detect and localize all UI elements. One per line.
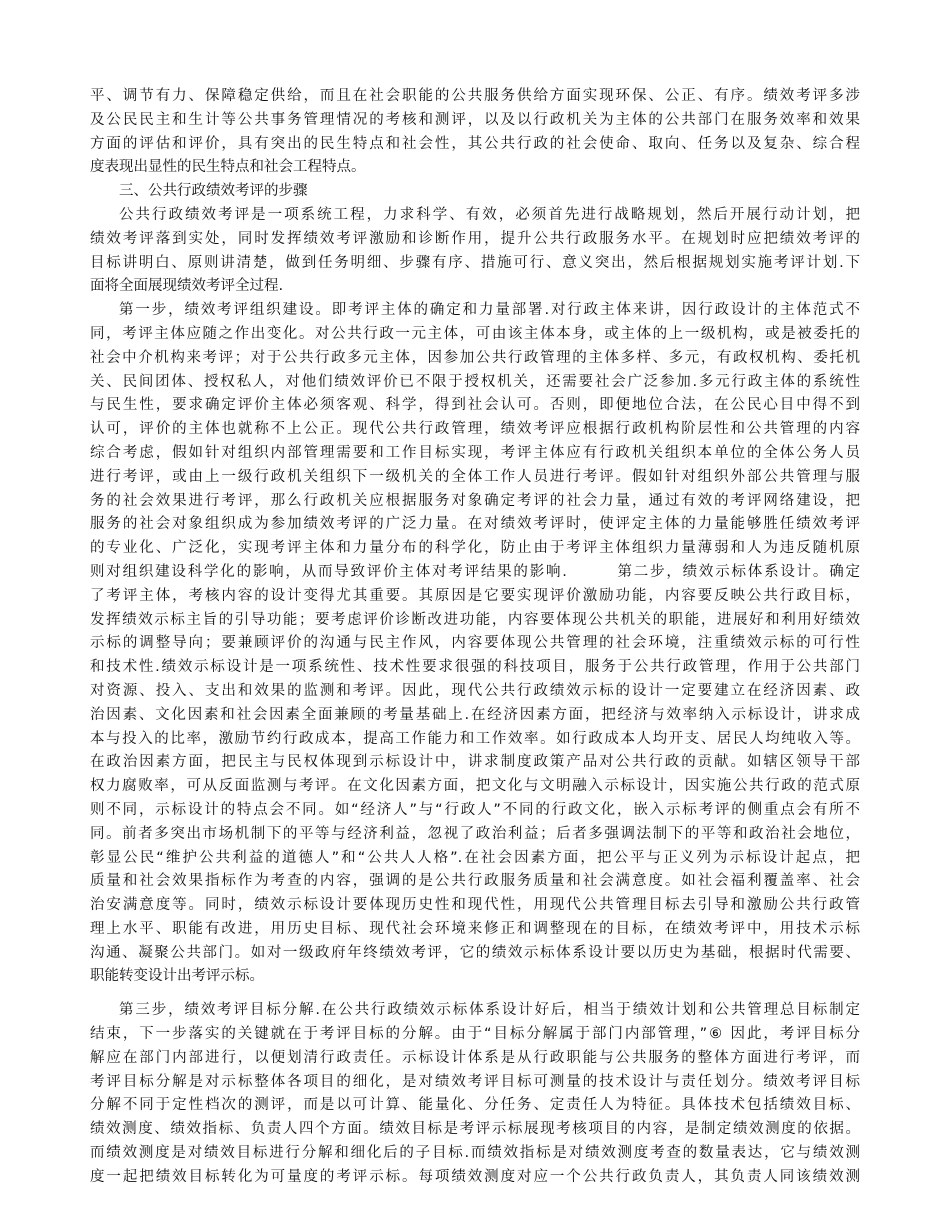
text-line: 治因素、文化因素和社会因素全面兼顾的考量基础上.在经济因素方面，把经济与效率纳入示标设计，讲求成: [90, 706, 860, 723]
text-line: 对资源、投入、支出和效果的监测和考评。因此，现代公共行政绩效示标的设计一定要建立在经济因素、政: [90, 682, 860, 699]
text-line: 公共行政绩效考评是一项系统工程，力求科学、有效，必须首先进行战略规划，然后开展行动计划，把: [119, 206, 860, 223]
text-line: 而绩效测度是对绩效目标进行分解和细化后的子目标.而绩效指标是对绩效测度考查的数量表达，它与绩效测: [90, 1145, 860, 1162]
text-line: 同。前者多突出市场机制下的平等与经济利益，忽视了政治利益；后者多强调法制下的平等和政治社会地位，: [90, 825, 860, 842]
text-line: 结束，下一步落实的关键就在于考评目标的分解。由于“目标分解属于部门内部管理，”⑥ 因此，考评目标分: [90, 1026, 860, 1043]
text-line: 考评目标分解是对示标整体各项目的细化，是对绩效考评目标可测量的技术设计与责任划分。绩效考评目标: [90, 1073, 860, 1090]
text-line: 分解不同于定性档次的测评，而是以可计算、能量化、分任务、定责任人为特征。具体技术包括绩效目标、: [90, 1097, 860, 1114]
text-line: 度一起把绩效目标转化为可量度的考评示标。每项绩效测度对应一个公共行政负责人，其负责人同该绩效测: [90, 1168, 860, 1185]
text-line: 平、调节有力、保障稳定供给，而且在社会职能的公共服务供给方面实现环保、公正、有序。绩效考评多涉: [90, 88, 860, 104]
section-heading: [90, 180, 860, 204]
text-line: 则不同，示标设计的特点会不同。如“经济人”与“行政人”不同的行政文化，嵌入示标考评的侧重点会有所不: [90, 801, 860, 818]
text-line: 面将全面展现绩效考评全过程.: [90, 278, 284, 295]
text-line: 的专业化、广泛化，实现考评主体和力量分布的科学化，防止由于考评主体组织力量薄弱和人为违反随机原: [90, 540, 860, 557]
paragraph-continuation: [90, 85, 860, 180]
text-line: 务的社会效果进行考评，那么行政机关应根据服务对象确定考评的社会力量，通过有效的考评网络建设，把: [90, 492, 860, 509]
text-line: 沟通、凝聚公共部门。如对一级政府年终绩效考评，它的绩效示标体系设计要以历史为基础，根据时代需要、: [90, 944, 860, 961]
text-line: 进行考评，或由上一级行政机关组织下一级机关的全体工作人员进行考评。假如针对组织外部公共管理与服: [90, 468, 860, 485]
text-line: 方面的评估和评价，具有突出的民生特点和社会性，其公共行政的社会使命、取向、任务以及复杂、综合程: [90, 135, 860, 152]
text-line: 质量和社会效果指标作为考查的内容，强调的是公共行政服务质量和社会满意度。如社会福利覆盖率、社会: [90, 873, 860, 890]
text-line: 与民生性，要求确定评价主体必须客观、科学，得到社会认可。否则，即便地位合法，在公民心目中得不到: [90, 397, 860, 414]
text-line: 服务的社会对象组织成为参加绩效考评的广泛力量。在对绩效考评时，使评定主体的力量能够胜任绩效考评: [90, 516, 860, 533]
text-line: 目标讲明白、原则讲清楚，做到任务明细、步骤有序、措施可行、意义突出，然后根据规划实施考评计划.下: [90, 254, 860, 271]
text-line: 则对组织建设科学化的影响，从而导致评价主体对考评结果的影响. 第二步，绩效示标体系设计。确定: [90, 563, 860, 580]
text-line: 认可，评价的主体也就称不上公正。现代公共行政管理，绩效考评应根据行政机构阶层性和公共管理的内容: [90, 421, 860, 438]
text-line: 理上水平、职能有改进，用历史目标、现代社会环境来修正和调整现在的目标，在绩效考评中，用技术示标: [90, 920, 860, 937]
text-line: 示标的调整导向；要兼顾评价的沟通与民主作风，内容要体现公共管理的社会环境，注重绩效示标的可行性: [90, 635, 860, 652]
text-line: 第三步，绩效考评目标分解.在公共行政绩效示标体系设计好后，相当于绩效计划和公共管理总目标制定: [119, 1002, 860, 1019]
text-line: 绩效测度、绩效指标、负责人四个方面。绩效目标是考评示标展现考核项目的内容，是制定绩效测度的依据。: [90, 1121, 860, 1138]
text-line: 社会中介机构来考评；对于公共行政多元主体，因参加公共行政管理的主体多样、多元，有政权机构、委托机: [90, 349, 860, 366]
text-line: 在政治因素方面，把民主与民权体现到示标设计中，讲求制度政策产品对公共行政的贡献。如辖区领导干部: [90, 754, 860, 771]
text-line: 和技术性.绩效示标设计是一项系统性、技术性要求很强的科技项目，服务于公共行政管理，作用于公共部门: [90, 659, 860, 676]
text-line: 本与投入的比率，激励节约行政成本，提高工作能力和工作效率。如行政成本人均开支、居民人均纯收入等。: [90, 730, 860, 747]
document-page: [90, 85, 860, 1190]
text-line: 解应在部门内部进行，以便划清行政责任。示标设计体系是从行政职能与公共服务的整体方面进行考评，而: [90, 1049, 860, 1066]
text-line: 治安满意度等。同时，绩效示标设计要体现历史性和现代性，用现代公共管理目标去引导和激励公共行政管: [90, 897, 860, 914]
text-line: 综合考虑，假如针对组织内部管理需要和工作目标实现，考评主体应有行政机关组织本单位的全体公务人员: [90, 444, 860, 461]
text-line: 了考评主体，考核内容的设计变得尤其重要。其原因是它要实现评价激励功能，内容要反映公共行政目标，: [90, 587, 860, 604]
paragraph-step-one-two: [90, 299, 860, 989]
text-line: 绩效考评落到实处，同时发挥绩效考评激励和诊断作用，提升公共行政服务水平。在规划时应把绩效考评的: [90, 230, 860, 247]
paragraph-gap: [90, 989, 860, 999]
paragraph-step-three: [90, 999, 860, 1189]
text-line: 权力腐败率，可从反面监测与考评。在文化因素方面，把文化与文明融入示标设计，因实施公共行政的范式原: [90, 778, 860, 795]
section-heading-text: 三、公共行政绩效考评的步骤: [119, 183, 308, 200]
text-line: 职能转变设计出考评示标。: [90, 968, 264, 985]
paragraph-overview: [90, 204, 860, 299]
text-line: 度表现出显性的民生特点和社会工程特点。: [90, 159, 366, 176]
text-line: 发挥绩效示标主旨的引导功能；要考虑评价诊断改进功能，内容要体现公共机关的职能，进展好和利用好绩效: [90, 611, 860, 628]
text-line: 关、民间团体、授权私人，对他们绩效评价已不限于授权机关，还需要社会广泛参加.多元行政主体的系统性: [90, 373, 860, 390]
text-line: 及公民民主和生计等公共事务管理情况的考核和测评，以及以行政机关为主体的公共部门在服务效率和效果: [90, 111, 860, 128]
text-line: 第一步，绩效考评组织建设。即考评主体的确定和力量部署.对行政主体来讲，因行政设计的主体范式不: [119, 302, 860, 319]
text-line: 彰显公民“维护公共利益的道德人”和“公共人人格”.在社会因素方面，把公平与正义列为示标设计起点，把: [90, 849, 860, 866]
text-line: 同，考评主体应随之作出变化。对公共行政一元主体，可由该主体本身，或主体的上一级机构，或是被委托的: [90, 325, 860, 342]
